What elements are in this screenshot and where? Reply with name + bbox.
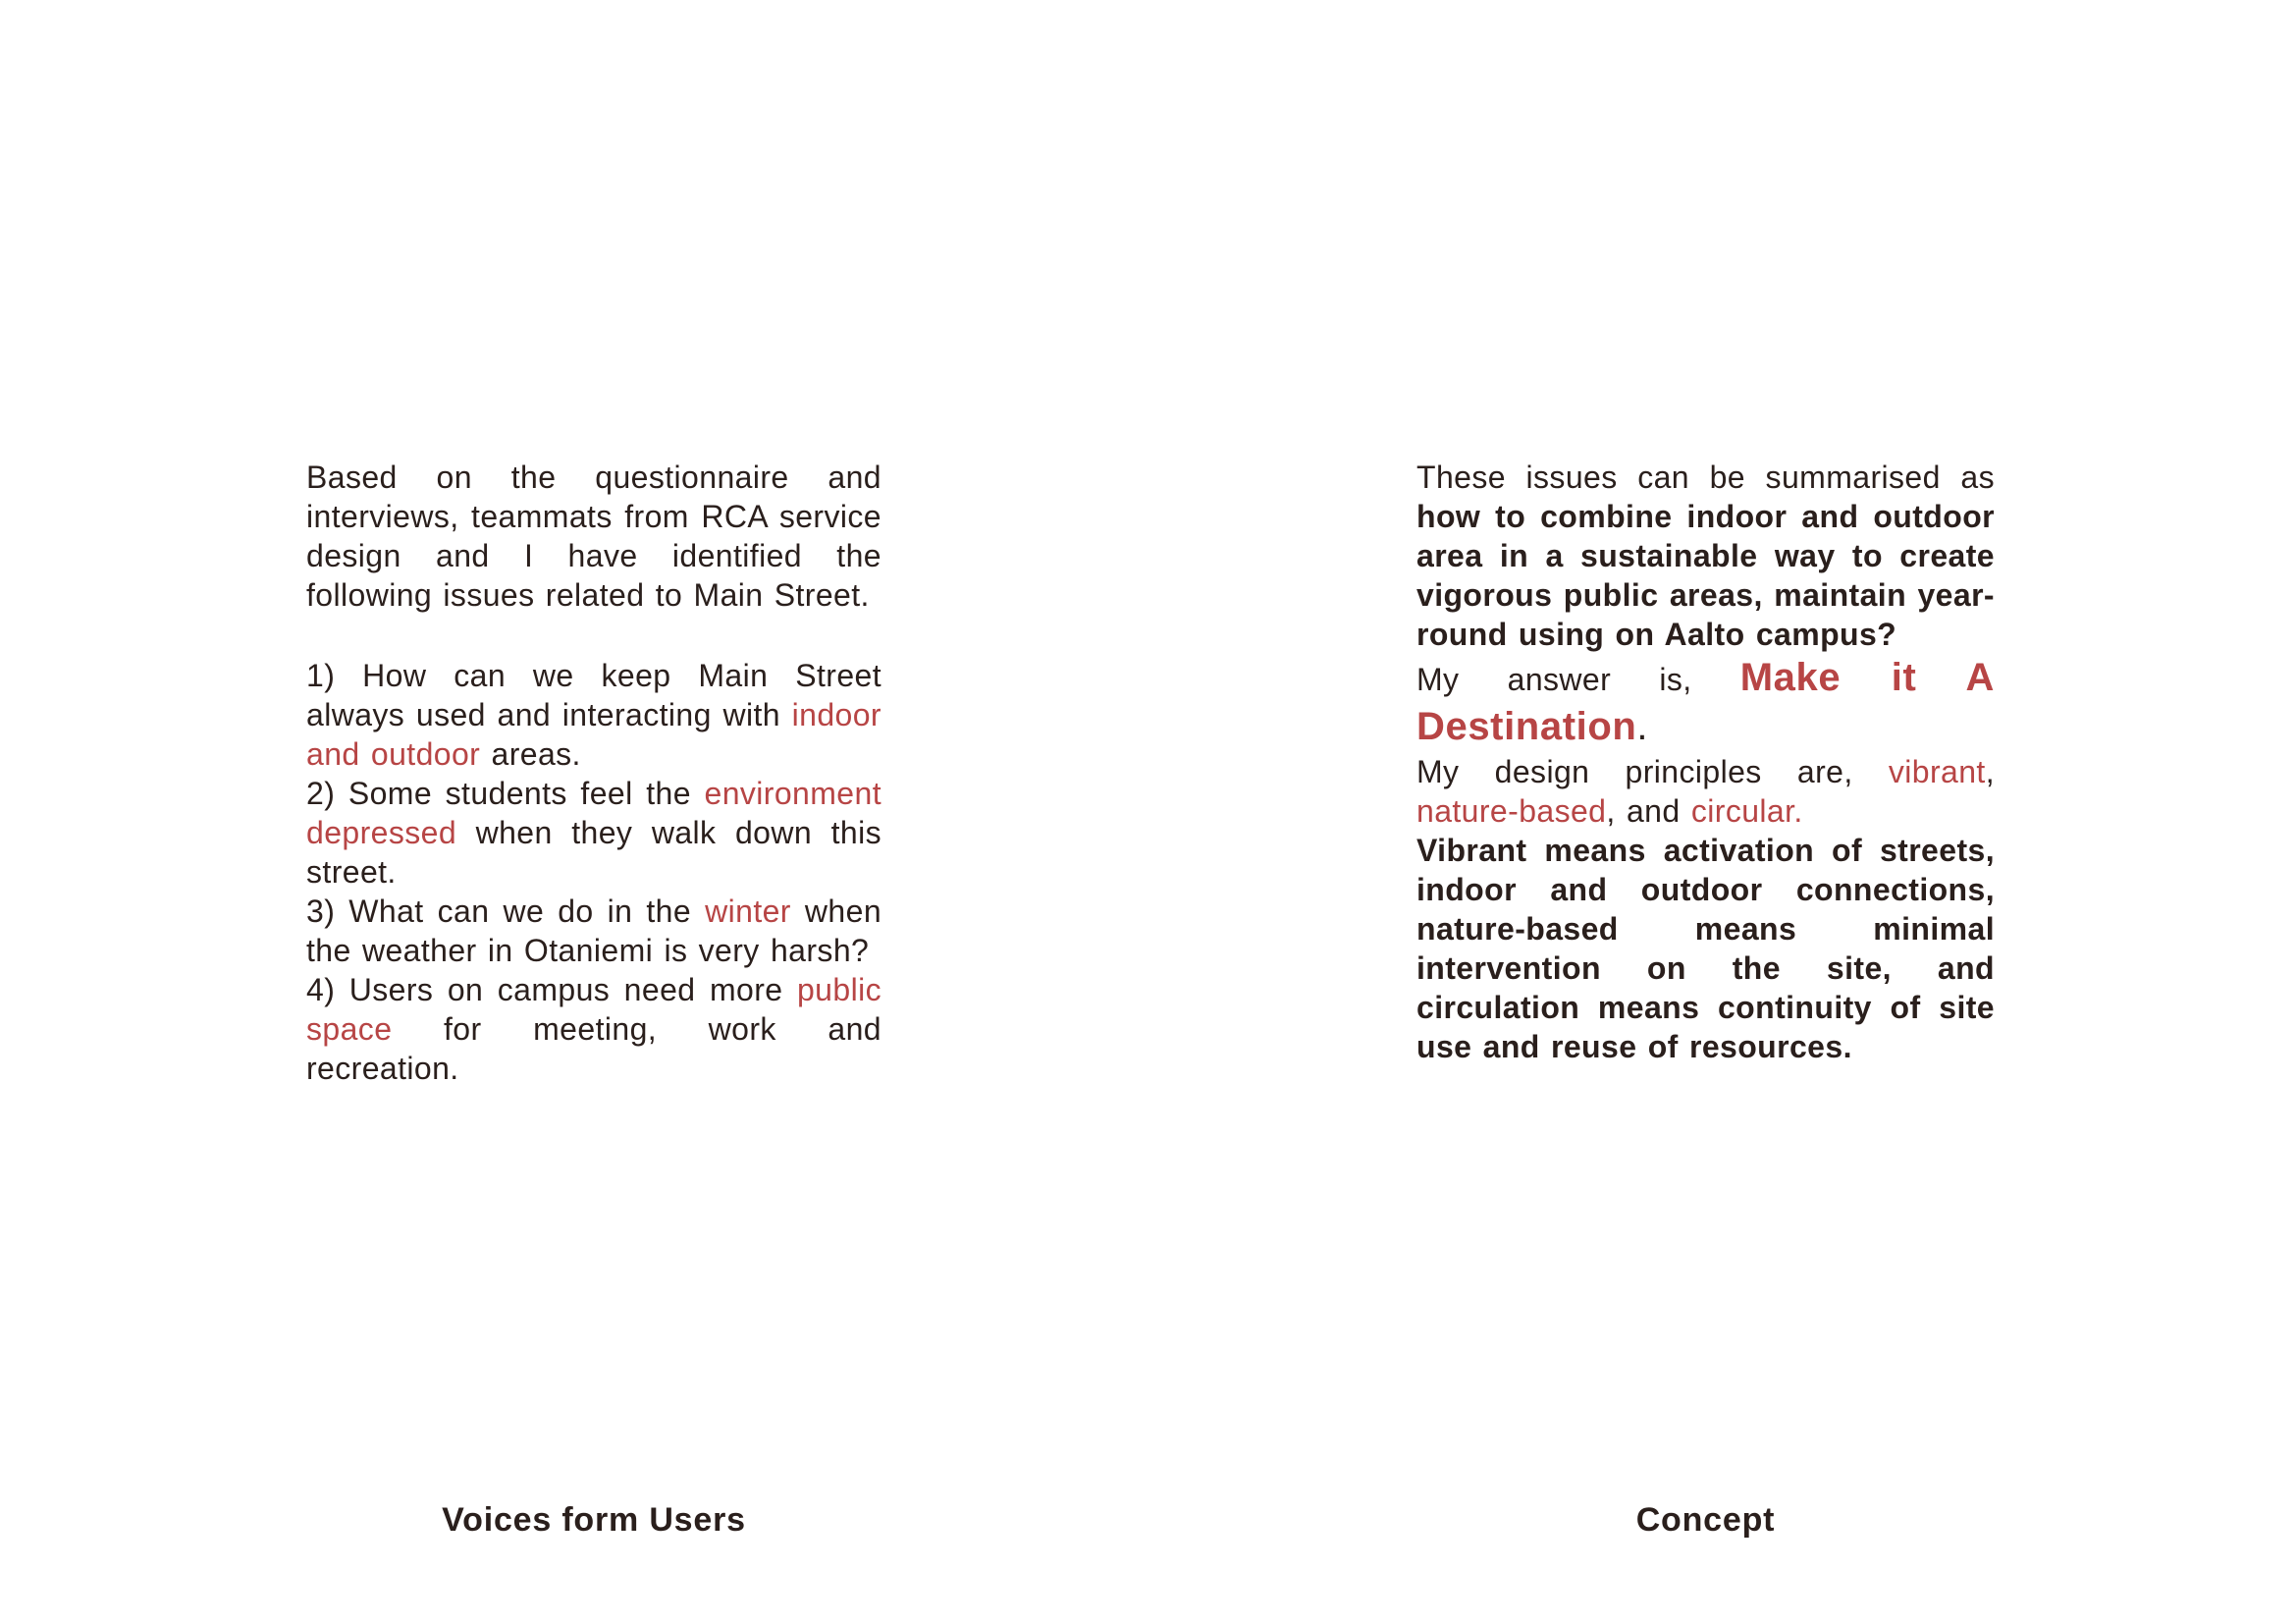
issues-list (306, 656, 881, 1088)
text-segment: 3) What can we do in the (306, 893, 706, 929)
text-segment: 1) How can we keep Main Street always used and interacting with (306, 658, 881, 732)
text-segment: when they walk down this street. (306, 815, 881, 890)
highlight-text: circular. (1690, 793, 1803, 829)
highlight-text: winter (705, 893, 791, 929)
text-segment: how to combine indoor and outdoor area in a sustainable way to create vigorous public areas, maintain year-round using on Aalto campus? (1416, 499, 1995, 652)
text-segment: Based on the questionnaire and interviews, teammats from RCA service design and I have identified the following issues related to Main Street. (306, 460, 881, 613)
text-segment: . (1636, 705, 1649, 748)
highlight-text: vibrant (1888, 754, 1986, 789)
issue-item-3 (306, 892, 881, 970)
right-page (1416, 458, 1995, 1066)
text-segment: for meeting, work and recreation. (306, 1011, 881, 1086)
answer-paragraph (1416, 654, 1995, 752)
text-segment: , (1985, 754, 1995, 789)
issue-item-4 (306, 970, 881, 1088)
highlight-text: nature-based (1416, 793, 1607, 829)
highlight-text: environment depressed (306, 776, 881, 850)
text-segment: My answer is, (1416, 662, 1740, 697)
highlight-text: indoor and outdoor (306, 697, 881, 772)
text-segment: 4) Users on campus need more (306, 972, 797, 1007)
left-page-caption: Voices form Users (442, 1501, 746, 1539)
highlight-text: Make it A Destination (1416, 656, 1995, 748)
text-segment: 2) Some students feel the (306, 776, 705, 811)
highlight-text: public space (306, 972, 881, 1047)
principles-paragraph (1416, 752, 1995, 831)
left-page (306, 458, 881, 1088)
text-segment: when the weather in Otaniemi is very harsh? (306, 893, 882, 968)
text-segment: Vibrant means activation of streets, indoor and outdoor connections, nature-based means minimal intervention on the site, and circulation means continuity of site use and reuse of resources. (1416, 833, 1995, 1064)
intro-paragraph (306, 458, 881, 615)
text-segment: areas. (480, 736, 581, 772)
text-segment: My design principles are, (1416, 754, 1889, 789)
text-segment: These issues can be summarised as (1416, 460, 1995, 495)
issue-item-1 (306, 656, 881, 774)
text-segment: , and (1606, 793, 1691, 829)
summary-paragraph (1416, 458, 1995, 654)
issue-item-2 (306, 774, 881, 892)
explanation-paragraph (1416, 831, 1995, 1066)
right-page-caption: Concept (1635, 1501, 1776, 1539)
